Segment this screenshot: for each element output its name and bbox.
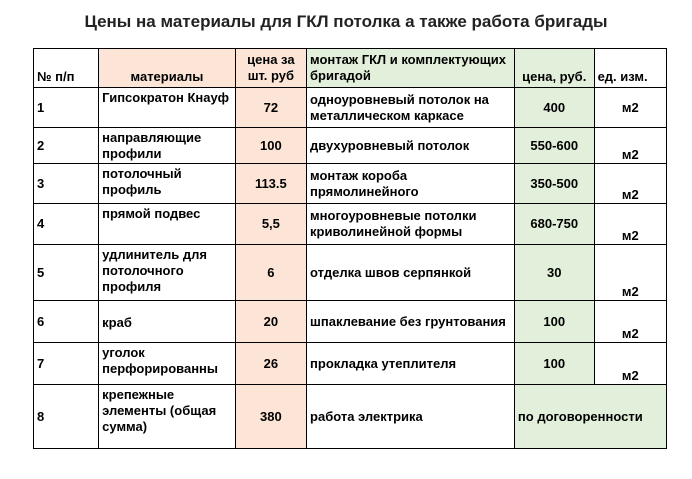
header-materials: материалы bbox=[99, 49, 236, 88]
row-material: Гипсократон Кнауф bbox=[99, 88, 236, 128]
row-num: 8 bbox=[34, 385, 99, 449]
row-num: 1 bbox=[34, 88, 99, 128]
row-work: прокладка утеплителя bbox=[307, 343, 515, 385]
header-row bbox=[34, 49, 667, 88]
row-price: 20 bbox=[235, 301, 306, 343]
header-price: цена за шт. руб bbox=[235, 49, 306, 88]
row-price: 380 bbox=[235, 385, 306, 449]
row-work-price: 400 bbox=[514, 88, 594, 128]
row-price: 5,5 bbox=[235, 204, 306, 245]
row-unit: м2 bbox=[594, 88, 666, 128]
row-work-price: 550-600 bbox=[514, 128, 594, 164]
table-row bbox=[34, 164, 667, 204]
row-unit: м2 bbox=[594, 164, 666, 204]
table-row bbox=[34, 204, 667, 245]
row-material: направляющие профили bbox=[99, 128, 236, 164]
table-row bbox=[34, 385, 667, 449]
row-unit: м2 bbox=[594, 204, 666, 245]
row-work-price: 100 bbox=[514, 301, 594, 343]
row-work: двухуровневый потолок bbox=[307, 128, 515, 164]
row-num: 4 bbox=[34, 204, 99, 245]
row-unit: м2 bbox=[594, 301, 666, 343]
row-num: 6 bbox=[34, 301, 99, 343]
table-row bbox=[34, 301, 667, 343]
header-num: № п/п bbox=[34, 49, 99, 88]
row-material: краб bbox=[99, 301, 236, 343]
row-work-price: по договоренности bbox=[514, 385, 666, 449]
row-material: потолочный профиль bbox=[99, 164, 236, 204]
row-work: одноуровневый потолок на металлическом каркасе bbox=[307, 88, 515, 128]
header-work: монтаж ГКЛ и комплектующих бригадой bbox=[307, 49, 515, 88]
price-table bbox=[33, 48, 667, 449]
table-row bbox=[34, 245, 667, 301]
row-work-price: 680-750 bbox=[514, 204, 594, 245]
row-work-price: 100 bbox=[514, 343, 594, 385]
row-material: уголок перфорированны bbox=[99, 343, 236, 385]
row-num: 5 bbox=[34, 245, 99, 301]
row-num: 7 bbox=[34, 343, 99, 385]
header-unit: ед. изм. bbox=[594, 49, 666, 88]
table-row bbox=[34, 88, 667, 128]
table-row bbox=[34, 128, 667, 164]
row-price: 26 bbox=[235, 343, 306, 385]
row-price: 6 bbox=[235, 245, 306, 301]
row-work: работа электрика bbox=[307, 385, 515, 449]
row-work-price: 30 bbox=[514, 245, 594, 301]
row-work: многоуровневые потолки криволинейной формы bbox=[307, 204, 515, 245]
row-work: монтаж короба прямолинейного bbox=[307, 164, 515, 204]
row-material: прямой подвес bbox=[99, 204, 236, 245]
row-price: 113.5 bbox=[235, 164, 306, 204]
row-work-price: 350-500 bbox=[514, 164, 594, 204]
row-price: 100 bbox=[235, 128, 306, 164]
header-work-price: цена, руб. bbox=[514, 49, 594, 88]
row-material: крепежные элементы (общая сумма) bbox=[99, 385, 236, 449]
row-unit: м2 bbox=[594, 128, 666, 164]
row-num: 2 bbox=[34, 128, 99, 164]
row-price: 72 bbox=[235, 88, 306, 128]
table-row bbox=[34, 343, 667, 385]
row-material: удлинитель для потолочного профиля bbox=[99, 245, 236, 301]
page-title: Цены на материалы для ГКЛ потолка а также работа бригады bbox=[84, 12, 608, 31]
row-unit: м2 bbox=[594, 343, 666, 385]
row-unit: м2 bbox=[594, 245, 666, 301]
row-num: 3 bbox=[34, 164, 99, 204]
row-work: шпаклевание без грунтования bbox=[307, 301, 515, 343]
row-work: отделка швов серпянкой bbox=[307, 245, 515, 301]
